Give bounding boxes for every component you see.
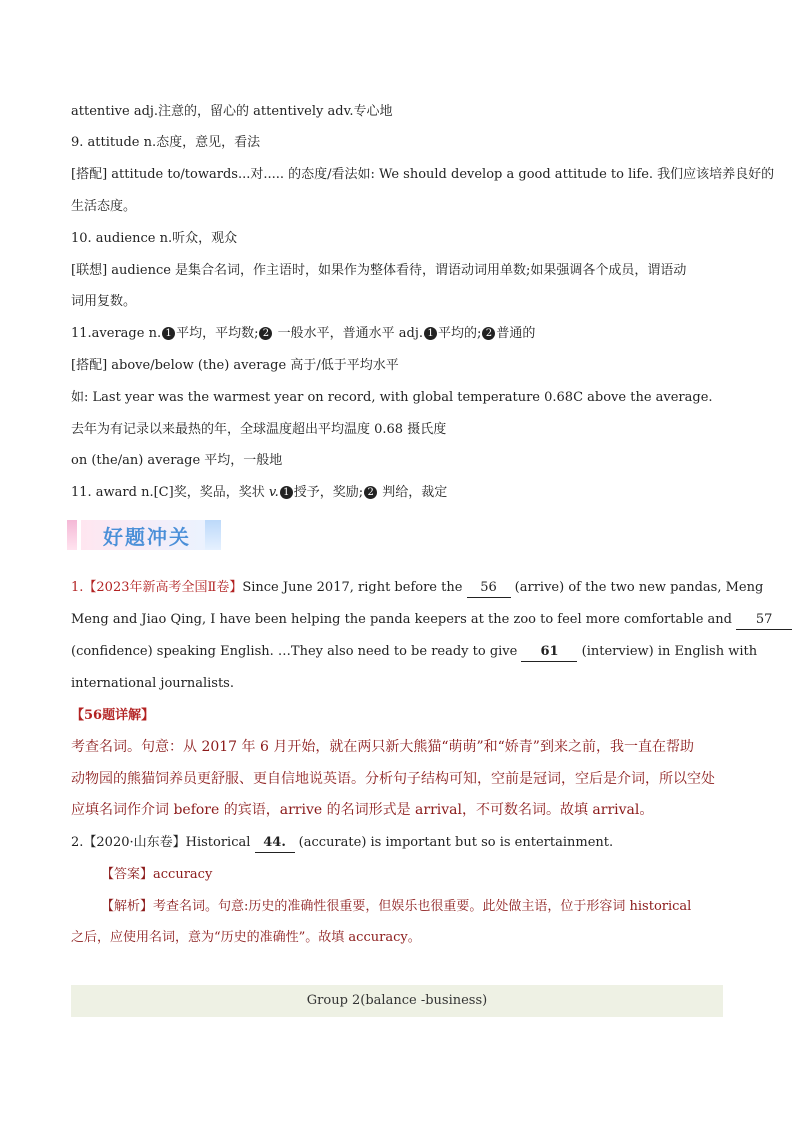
- q1-source: 1.【2023年新高考全国Ⅱ卷】: [71, 580, 243, 595]
- circled-number: 1: [424, 327, 437, 340]
- vocab-audience: 10. audience n.听众，观众: [71, 231, 238, 246]
- blank-56: 56: [467, 579, 511, 598]
- attitude-collocation-cont: 生活态度。: [71, 199, 137, 214]
- vocab-average: 11.average n. 1 平均，平均数; 2 一般水平，普通水平 adj. 1 平均的; 2 普通的: [71, 326, 536, 341]
- blank-61: 61: [521, 643, 577, 662]
- q1-line-3: (confidence) speaking English. …They also need to be ready to give 61 (interview) in English with: [71, 643, 757, 662]
- q2-analysis-line-2: 之后，应使用名词，意为“历史的准确性”。故填 accuracy。: [71, 930, 421, 945]
- average-phrase: on (the/an) average 平均，一般地: [71, 453, 283, 468]
- q1-line-2: Meng and Jiao Qing, I have been helping the panda keepers at the zoo to feel more comfortable and 57: [71, 611, 792, 630]
- banner-right-decoration: [205, 520, 221, 550]
- audience-note: [联想] audience 是集合名词，作主语时，如果作为整体看待，谓语动词用单数;如果强调各个成员，谓语动: [71, 263, 687, 278]
- q2-analysis-line-1: 【解析】考查名词。句意:历史的准确性很重要，但娱乐也很重要。此处做主语，位于形容词 historical: [101, 899, 692, 914]
- circled-number: 1: [162, 327, 175, 340]
- banner-left-decoration: [67, 520, 77, 550]
- vocab-attitude: 9. attitude n.态度，意见，看法: [71, 135, 261, 150]
- q1-line-4: international journalists.: [71, 676, 234, 691]
- section-title: 好题冲关: [103, 525, 191, 549]
- q2-answer: 【答案】accuracy: [101, 867, 213, 882]
- blank-44: 44.: [255, 834, 295, 853]
- circled-number: 2: [259, 327, 272, 340]
- q2-line-1: 2.【2020·山东卷】Historical 44. (accurate) is important but so is entertainment.: [71, 834, 613, 853]
- group-header-bar: [71, 985, 723, 1017]
- vocab-attentive: attentive adj.注意的，留心的 attentively adv.专心地: [71, 104, 393, 119]
- average-example: 如: Last year was the warmest year on record, with global temperature 0.68C above the average.: [71, 390, 713, 405]
- q1-detail-line-1: 考查名词。句意：从 2017 年 6 月开始，就在两只新大熊猫“萌萌”和“娇青”到来之前，我一直在帮助: [71, 739, 694, 755]
- group-title: Group 2(balance -business): [306, 993, 488, 1008]
- audience-note-cont: 词用复数。: [71, 294, 137, 309]
- vocab-award: 11. award n.[C]奖，奖品，奖状 v. 1 授予，奖励; 2 判给，裁定: [71, 485, 448, 500]
- average-example-translation: 去年为有记录以来最热的年，全球温度超出平均温度 0.68 摄氏度: [71, 422, 447, 437]
- circled-number: 2: [482, 327, 495, 340]
- q2-source: 2.【2020·山东卷】: [71, 835, 186, 850]
- attitude-collocation: [搭配] attitude to/towards...对..... 的态度/看法如: We should develop a good attitude to life. 我们应该培养良好的: [71, 167, 775, 182]
- q1-detail-line-3: 应填名词作介词 before 的宾语，arrive 的名词形式是 arrival，不可数名词。故填 arrival。: [71, 802, 654, 818]
- q1-detail-line-2: 动物园的熊猫饲养员更舒服、更自信地说英语。分析句子结构可知，空前是冠词，空后是介词，所以空处: [71, 771, 715, 787]
- q1-detail-title: 【56题详解】: [71, 708, 155, 723]
- blank-57: 57: [736, 611, 792, 630]
- q1-line-1: 1.【2023年新高考全国Ⅱ卷】Since June 2017, right before the 56 (arrive) of the two new pandas, Meng: [71, 579, 763, 598]
- circled-number: 1: [280, 486, 293, 499]
- average-collocation: [搭配] above/below (the) average 高于/低于平均水平: [71, 358, 399, 373]
- section-banner: [71, 516, 231, 556]
- circled-number: 2: [364, 486, 377, 499]
